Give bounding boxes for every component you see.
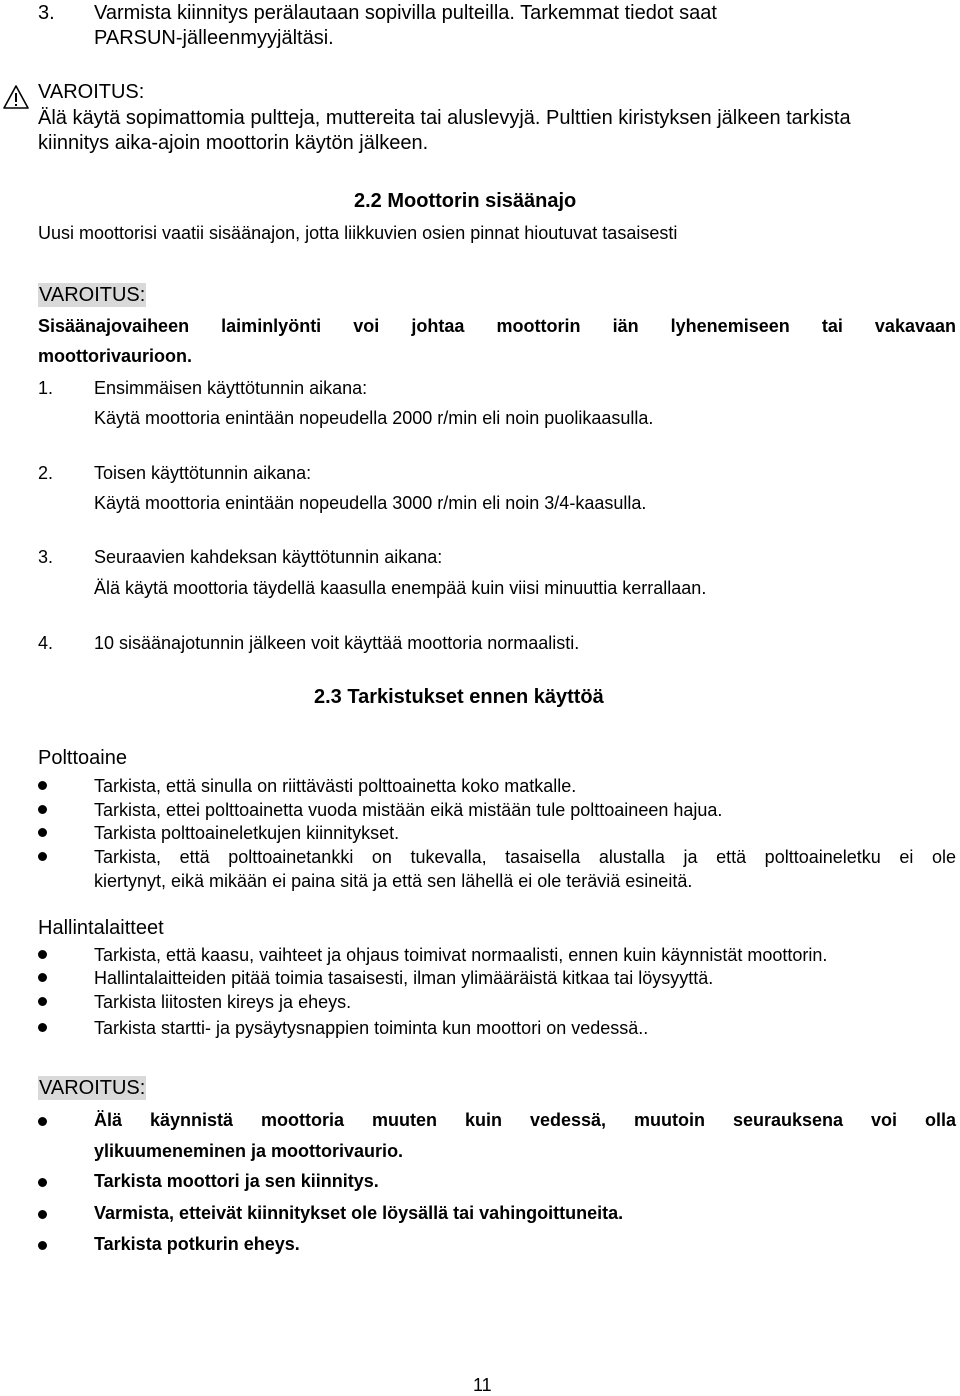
step-number: 1. bbox=[38, 378, 54, 398]
item-number: 3. bbox=[38, 2, 55, 24]
bullet bbox=[38, 805, 47, 814]
step-detail: Käytä moottoria enintään nopeudella 2000 r/min eli noin puolikaasulla. bbox=[94, 408, 654, 428]
list-item: Tarkista, että polttoainetankki on tukevalla, tasaisella alustalla ja että polttoaineletku ei ole bbox=[94, 847, 956, 867]
list-item: Tarkista, että kaasu, vaihteet ja ohjaus toimivat normaalisti, ennen kuin käynnistät moottorin. bbox=[94, 945, 828, 965]
warning-item: Varmista, etteivät kiinnitykset ole löysällä tai vahingoittuneita. bbox=[94, 1203, 624, 1223]
warning-text-line: Sisäänajovaiheen laiminlyönti voi johtaa moottorin iän lyhenemiseen tai vakavaan bbox=[38, 316, 956, 336]
warning-item: Tarkista moottori ja sen kiinnitys. bbox=[94, 1171, 379, 1191]
warning-item: Älä käynnistä moottoria muuten kuin vedessä, muutoin seurauksena voi olla bbox=[94, 1110, 956, 1130]
list-item-continuation: kiertynyt, eikä mikään ei paina sitä ja että sen lähellä ei ole teräviä esineitä. bbox=[94, 871, 693, 891]
warning-text-line: kiinnitys aika-ajoin moottorin käytön jälkeen. bbox=[38, 132, 429, 154]
warning-text-line: moottorivaurioon. bbox=[38, 346, 192, 366]
page-number: 11 bbox=[473, 1375, 492, 1395]
list-item: Tarkista, ettei polttoainetta vuoda mistään eikä mistään tule polttoaineen hajua. bbox=[94, 800, 723, 820]
bullet bbox=[38, 1023, 47, 1032]
step-title: Toisen käyttötunnin aikana: bbox=[94, 463, 312, 483]
bullet bbox=[38, 852, 47, 861]
item-text-line: Varmista kiinnitys perälautaan sopivilla pulteilla. Tarkemmat tiedot saat bbox=[94, 2, 717, 24]
warning-label: VAROITUS: bbox=[39, 284, 146, 306]
list-item: Tarkista polttoaineletkujen kiinnitykset. bbox=[94, 823, 400, 843]
warning-label: VAROITUS: bbox=[38, 81, 145, 103]
warning-label: VAROITUS: bbox=[39, 1077, 146, 1099]
subheading-fuel: Polttoaine bbox=[38, 747, 127, 769]
step-detail: Käytä moottoria enintään nopeudella 3000 r/min eli noin 3/4-kaasulla. bbox=[94, 493, 647, 513]
subheading-controls: Hallintalaitteet bbox=[38, 917, 164, 939]
list-item: Tarkista liitosten kireys ja eheys. bbox=[94, 992, 352, 1012]
section-title: 2.2 Moottorin sisäänajo bbox=[354, 190, 577, 212]
warning-item-continuation: ylikuumeneminen ja moottorivaurio. bbox=[94, 1141, 404, 1161]
step-detail: Älä käytä moottoria täydellä kaasulla enempää kuin viisi minuuttia kerrallaan. bbox=[94, 578, 707, 598]
bullet bbox=[38, 950, 47, 959]
bullet bbox=[38, 781, 47, 790]
bullet bbox=[38, 1178, 47, 1187]
bullet bbox=[38, 997, 47, 1006]
warning-icon bbox=[2, 84, 30, 110]
step-number: 3. bbox=[38, 547, 54, 567]
list-item: Hallintalaitteiden pitää toimia tasaisesti, ilman ylimääräistä kitkaa tai löysyyttä. bbox=[94, 968, 714, 988]
item-text-line: PARSUN-jälleenmyyjältäsi. bbox=[94, 27, 334, 49]
list-item: Tarkista startti- ja pysäytysnappien toiminta kun moottori on vedessä.. bbox=[94, 1018, 649, 1038]
warning-text-line: Älä käytä sopimattomia pultteja, muttereita tai aluslevyjä. Pulttien kiristyksen jälkeen tarkista bbox=[38, 107, 851, 129]
bullet bbox=[38, 828, 47, 837]
step-number: 4. bbox=[38, 633, 54, 653]
warning-item: Tarkista potkurin eheys. bbox=[94, 1234, 300, 1254]
bullet bbox=[38, 1117, 47, 1126]
paragraph: Uusi moottorisi vaatii sisäänajon, jotta liikkuvien osien pinnat hioutuvat tasaisesti bbox=[38, 223, 678, 243]
bullet bbox=[38, 1241, 47, 1250]
section-title: 2.3 Tarkistukset ennen käyttöä bbox=[314, 686, 604, 708]
step-title: Ensimmäisen käyttötunnin aikana: bbox=[94, 378, 368, 398]
list-item: Tarkista, että sinulla on riittävästi polttoainetta koko matkalle. bbox=[94, 776, 577, 796]
step-number: 2. bbox=[38, 463, 54, 483]
bullet bbox=[38, 1210, 47, 1219]
bullet bbox=[38, 973, 47, 982]
step-title: 10 sisäänajotunnin jälkeen voit käyttää moottoria normaalisti. bbox=[94, 633, 580, 653]
step-title: Seuraavien kahdeksan käyttötunnin aikana: bbox=[94, 547, 443, 567]
